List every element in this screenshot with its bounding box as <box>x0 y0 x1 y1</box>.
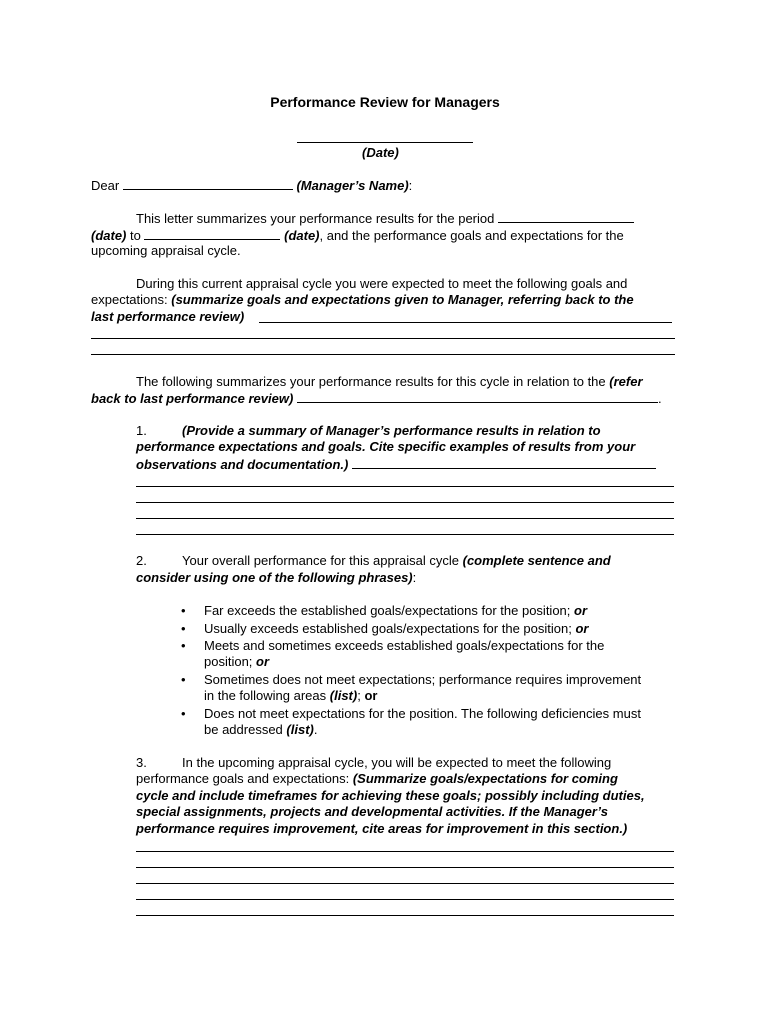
bullet-icon: • <box>181 621 186 636</box>
bullet-icon: • <box>181 706 186 721</box>
item3-line1 <box>136 755 611 772</box>
bullet-text: in the following areas <box>204 688 327 703</box>
bullet-sep: ; <box>357 688 361 703</box>
para2-answer-line-2[interactable] <box>91 338 675 339</box>
para2-answer-line-1[interactable] <box>259 322 672 323</box>
bullet-option-3: Meets and sometimes exceeds established goals/expectations for the <box>204 638 605 653</box>
item2-instruction-2: consider using one of the following phrases) <box>136 570 413 585</box>
item1-answer-line-2[interactable] <box>136 502 674 503</box>
item3-line5: performance requires improvement, cite areas for improvement in this section.) <box>136 821 628 836</box>
item3-answer-line-5[interactable] <box>136 915 674 916</box>
bullet-text: Usually exceeds established goals/expectations for the position; <box>204 621 572 636</box>
period-start-blank[interactable] <box>498 210 634 223</box>
item2-number: 2. <box>136 553 147 568</box>
para3-instruction: (refer <box>609 374 643 389</box>
bullet-end: . <box>313 722 318 737</box>
bullet-or: or <box>575 621 589 636</box>
bullet-option-3-cont <box>204 654 269 671</box>
para3-period: . <box>657 391 662 406</box>
page-title: Performance Review for Managers <box>270 94 500 110</box>
item1-number: 1. <box>136 423 147 438</box>
bullet-text: position; <box>204 654 253 669</box>
bullet-icon: • <box>181 638 186 653</box>
bullet-or: or <box>574 603 588 618</box>
salutation-colon: : <box>408 178 413 193</box>
bullet-option-1 <box>204 603 587 620</box>
para1-line2-rest: , and the performance goals and expectations for the <box>319 228 624 243</box>
item3-answer-line-1[interactable] <box>136 851 674 852</box>
para3-line2 <box>91 390 662 408</box>
bullet-or: or <box>256 654 270 669</box>
bullet-icon: • <box>181 603 186 618</box>
bullet-option-5: Does not meet expectations for the position. The following deficiencies must <box>204 706 641 721</box>
bullet-list-label: (list) <box>329 688 358 703</box>
para2-answer-line-3[interactable] <box>91 354 675 355</box>
date-label-2: (date) <box>284 228 320 243</box>
item1-answer-line-3[interactable] <box>136 518 674 519</box>
period-end-blank[interactable] <box>144 227 280 240</box>
bullet-option-4-cont <box>204 688 377 705</box>
manager-name-label: (Manager’s Name) <box>296 178 409 193</box>
item1-line1 <box>136 423 601 440</box>
para1-line2 <box>91 227 624 245</box>
manager-name-blank[interactable] <box>123 177 293 190</box>
para3-answer-blank[interactable] <box>297 390 658 403</box>
item3-line2 <box>136 771 618 788</box>
item1-answer-blank[interactable] <box>352 456 656 469</box>
item3-answer-line-2[interactable] <box>136 867 674 868</box>
para1-line1 <box>136 210 634 228</box>
item1-instruction-3: observations and documentation.) <box>136 457 349 472</box>
bullet-option-4: Sometimes does not meet expectations; performance requires improvement <box>204 672 642 687</box>
item3-text: In the upcoming appraisal cycle, you will be expected to meet the following <box>182 755 612 770</box>
item1-answer-line-1[interactable] <box>136 486 674 487</box>
para1-text: This letter summarizes your performance results for the period <box>136 211 495 226</box>
item3-answer-line-3[interactable] <box>136 883 674 884</box>
date-label-1: (date) <box>91 228 127 243</box>
bullet-list-label: (list) <box>286 722 314 737</box>
item1-instruction: (Provide a summary of Manager’s performance results in relation to <box>182 423 601 438</box>
salutation <box>91 177 412 195</box>
date-blank[interactable] <box>297 142 473 143</box>
para2-line1: During this current appraisal cycle you were expected to meet the following goals and <box>136 276 628 291</box>
item1-line3 <box>136 456 656 474</box>
para3-line1 <box>136 374 643 391</box>
bullet-option-2 <box>204 621 588 638</box>
item3-line4: special assignments, projects and developmental activities. If the Manager’s <box>136 804 609 819</box>
item3-answer-line-4[interactable] <box>136 899 674 900</box>
bullet-text: be addressed <box>204 722 283 737</box>
item3-line3: cycle and include timeframes for achieving these goals; possibly including duties, <box>136 788 645 803</box>
item2-colon: : <box>412 570 417 585</box>
item1-line2: performance expectations and goals. Cite specific examples of results from your <box>136 439 636 454</box>
item1-answer-line-4[interactable] <box>136 534 674 535</box>
para2-instruction: (summarize goals and expectations given to Manager, referring back to the <box>171 292 634 307</box>
item3-number: 3. <box>136 755 147 770</box>
item2-instruction: (complete sentence and <box>462 553 611 568</box>
para2-line2 <box>91 292 634 309</box>
para2-plain: expectations: <box>91 292 168 307</box>
to-text: to <box>130 228 141 243</box>
bullet-text: Far exceeds the established goals/expectations for the position; <box>204 603 571 618</box>
bullet-icon: • <box>181 672 186 687</box>
item3-plain: performance goals and expectations: <box>136 771 350 786</box>
bullet-or: or <box>364 688 378 703</box>
item2-plain: Your overall performance for this appraisal cycle <box>182 553 459 568</box>
date-label: (Date) <box>362 145 399 160</box>
para1-line3: upcoming appraisal cycle. <box>91 243 241 258</box>
item3-instruction: (Summarize goals/expectations for coming <box>352 771 618 786</box>
para3-plain: The following summarizes your performance results for this cycle in relation to the <box>136 374 606 389</box>
item2-line2 <box>136 570 416 587</box>
para2-line3: last performance review) <box>91 309 245 324</box>
dear-text: Dear <box>91 178 120 193</box>
para3-instruction-2: back to last performance review) <box>91 391 294 406</box>
item2-line1 <box>136 553 611 570</box>
bullet-option-5-cont <box>204 722 317 739</box>
